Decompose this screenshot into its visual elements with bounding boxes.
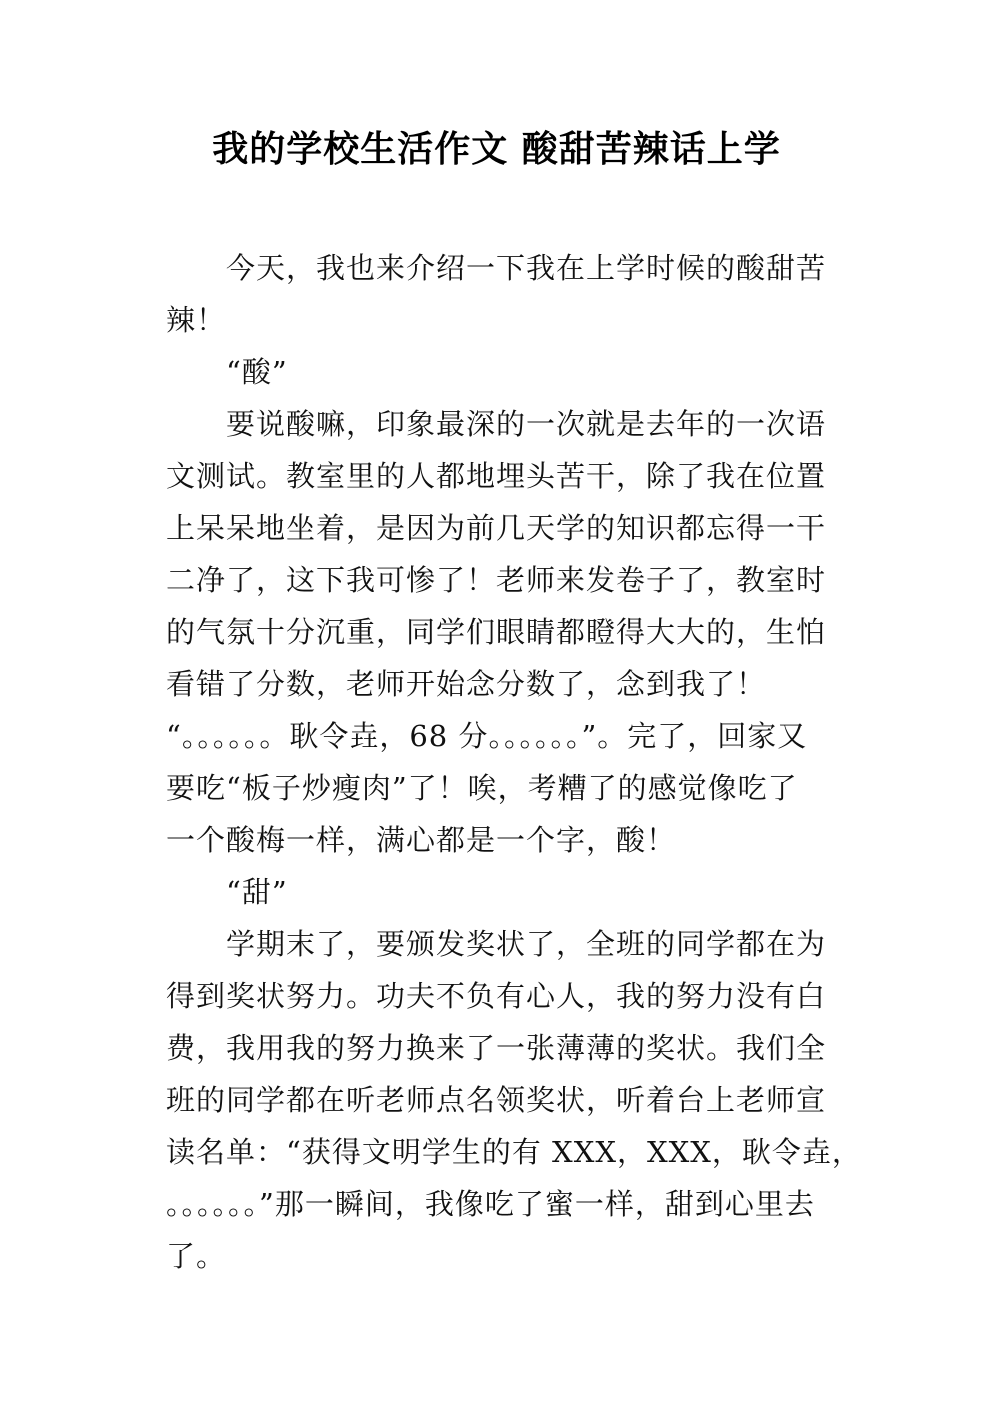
paragraph-line: 学期末了，要颁发奖状了，全班的同学都在为	[226, 927, 827, 961]
paragraph-line: 。。。。。。”那一瞬间，我像吃了蜜一样，甜到心里去	[166, 1187, 815, 1221]
paragraph-line: 辣！	[166, 303, 227, 337]
paragraph-line: 二净了，这下我可惨了！老师来发卷子了，教室时	[166, 563, 827, 597]
document-body	[166, 242, 862, 1282]
paragraph-line: 得到奖状努力。功夫不负有心人，我的努力没有白	[166, 979, 827, 1013]
paragraph-line: 要说酸嘛，印象最深的一次就是去年的一次语	[226, 407, 827, 441]
paragraph-line: 费，我用我的努力换来了一张薄薄的奖状。我们全	[166, 1031, 827, 1065]
paragraph-line: 上呆呆地坐着，是因为前几天学的知识都忘得一干	[166, 511, 827, 545]
document-title: 我的学校生活作文 酸甜苦辣话上学	[212, 129, 781, 170]
paragraph-line: 文测试。教室里的人都地埋头苦干，除了我在位置	[166, 459, 827, 493]
paragraph-line: 班的同学都在听老师点名领奖状，听着台上老师宣	[166, 1083, 827, 1117]
paragraph-line: 一个酸梅一样，满心都是一个字，酸！	[166, 823, 677, 857]
paragraph-line: 了。	[166, 1239, 227, 1273]
paragraph-line: 看错了分数，老师开始念分数了，念到我了！	[166, 667, 767, 701]
paragraph-line: 读名单：“获得文明学生的有 XXX，XXX，耿令垚，	[166, 1135, 862, 1169]
paragraph-line: “。。。。。。耿令垚，68 分。。。。。。”。完了，回家又	[166, 719, 808, 753]
paragraph-line: 要吃“板子炒瘦肉”了！唉，考糟了的感觉像吃了	[166, 771, 798, 805]
section-heading-sweet: “甜”	[226, 875, 288, 909]
paragraph-line: 的气氛十分沉重，同学们眼睛都瞪得大大的，生怕	[166, 615, 827, 649]
paragraph-line: 今天，我也来介绍一下我在上学时候的酸甜苦	[226, 251, 827, 285]
section-heading-sour: “酸”	[226, 355, 288, 389]
